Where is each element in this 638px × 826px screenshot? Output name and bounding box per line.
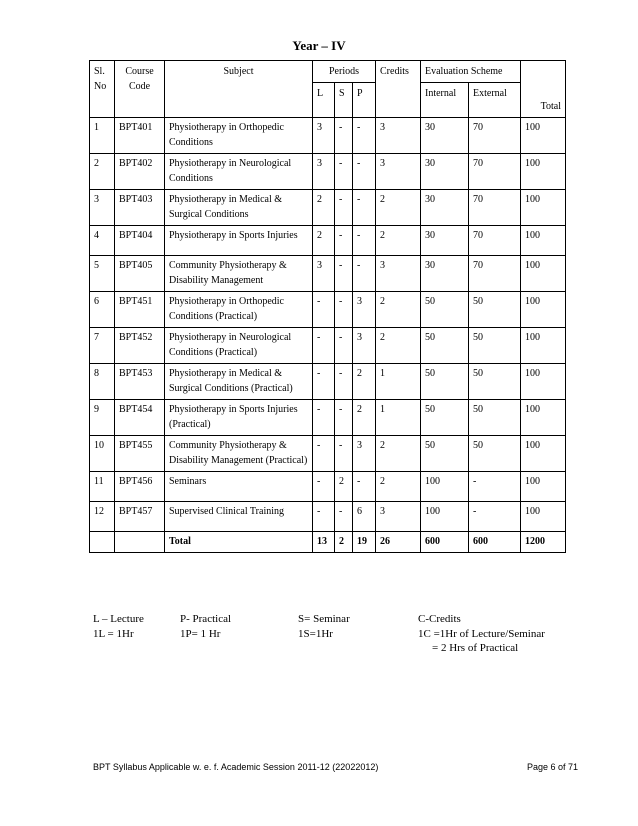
cell-l: - — [313, 436, 335, 472]
cell-sl: 1 — [90, 118, 115, 154]
cell-code: BPT453 — [115, 364, 165, 400]
cell-s: - — [335, 364, 353, 400]
footer-left: BPT Syllabus Applicable w. e. f. Academic Session 2011-12 (22022012) — [93, 762, 379, 772]
table-row — [90, 472, 566, 502]
cell-subject: Physiotherapy in Orthopedic Conditions — [165, 118, 313, 154]
cell-subject: Community Physiotherapy & Disability Management (Practical) — [165, 436, 313, 472]
legend-practical: P- Practical — [180, 613, 232, 625]
cell-subject: Supervised Clinical Training — [165, 502, 313, 532]
cell-subject: Physiotherapy in Medical & Surgical Conditions — [165, 190, 313, 226]
cell-subject: Physiotherapy in Medical & Surgical Conditions (Practical) — [165, 364, 313, 400]
header-periods: Periods — [313, 61, 376, 83]
cell-internal: 50 — [421, 400, 469, 436]
cell-internal: 50 — [421, 436, 469, 472]
cell-internal: 50 — [421, 364, 469, 400]
cell-total: 100 — [521, 226, 566, 256]
header-external: External — [469, 83, 521, 118]
cell-internal: 30 — [421, 154, 469, 190]
total-external: 600 — [469, 532, 521, 553]
cell-l: - — [313, 292, 335, 328]
cell-p: - — [353, 256, 376, 292]
total-sl — [90, 532, 115, 553]
cell-subject: Physiotherapy in Sports Injuries (Practical) — [165, 400, 313, 436]
cell-p: - — [353, 154, 376, 190]
cell-s: - — [335, 328, 353, 364]
cell-sl: 11 — [90, 472, 115, 502]
page-title: Year – IV — [292, 38, 346, 53]
cell-external: - — [469, 472, 521, 502]
cell-internal: 30 — [421, 118, 469, 154]
cell-p: 6 — [353, 502, 376, 532]
cell-p: 2 — [353, 364, 376, 400]
cell-total: 100 — [521, 502, 566, 532]
total-l: 13 — [313, 532, 335, 553]
header-l: L — [313, 83, 335, 118]
cell-external: 70 — [469, 226, 521, 256]
cell-sl: 12 — [90, 502, 115, 532]
cell-credits: 1 — [376, 400, 421, 436]
header-total: Total — [521, 61, 566, 118]
cell-l: - — [313, 472, 335, 502]
cell-code: BPT457 — [115, 502, 165, 532]
cell-l: 3 — [313, 118, 335, 154]
cell-code: BPT403 — [115, 190, 165, 226]
cell-p: 3 — [353, 328, 376, 364]
cell-p: - — [353, 472, 376, 502]
cell-s: - — [335, 436, 353, 472]
cell-code: BPT454 — [115, 400, 165, 436]
cell-p: - — [353, 118, 376, 154]
cell-sl: 3 — [90, 190, 115, 226]
cell-subject: Physiotherapy in Neurological Conditions (Practical) — [165, 328, 313, 364]
cell-l: - — [313, 328, 335, 364]
legend-seminar-hr: 1S=1Hr — [298, 628, 333, 640]
cell-p: - — [353, 190, 376, 226]
cell-s: - — [335, 226, 353, 256]
table-row — [90, 502, 566, 532]
cell-l: 2 — [313, 190, 335, 226]
legend-lecture: L – Lecture — [93, 613, 144, 625]
cell-internal: 50 — [421, 292, 469, 328]
cell-s: - — [335, 400, 353, 436]
cell-external: 70 — [469, 154, 521, 190]
cell-sl: 7 — [90, 328, 115, 364]
cell-total: 100 — [521, 436, 566, 472]
cell-external: 50 — [469, 364, 521, 400]
legend-credits-def2: = 2 Hrs of Practical — [432, 642, 519, 654]
cell-p: 3 — [353, 436, 376, 472]
cell-total: 100 — [521, 472, 566, 502]
cell-credits: 2 — [376, 292, 421, 328]
cell-internal: 100 — [421, 502, 469, 532]
header-row — [90, 61, 566, 83]
header-p: P — [353, 83, 376, 118]
cell-sl: 2 — [90, 154, 115, 190]
cell-s: - — [335, 292, 353, 328]
cell-code: BPT404 — [115, 226, 165, 256]
cell-external: 50 — [469, 292, 521, 328]
cell-p: - — [353, 226, 376, 256]
cell-credits: 2 — [376, 190, 421, 226]
cell-sl: 8 — [90, 364, 115, 400]
table-row — [90, 154, 566, 190]
cell-credits: 2 — [376, 328, 421, 364]
cell-subject: Community Physiotherapy & Disability Management — [165, 256, 313, 292]
cell-l: 3 — [313, 256, 335, 292]
cell-credits: 2 — [376, 226, 421, 256]
cell-total: 100 — [521, 328, 566, 364]
total-label: Total — [165, 532, 313, 553]
cell-s: - — [335, 118, 353, 154]
cell-l: - — [313, 502, 335, 532]
cell-l: 3 — [313, 154, 335, 190]
total-code — [115, 532, 165, 553]
total-internal: 600 — [421, 532, 469, 553]
header-evaluation: Evaluation Scheme — [421, 61, 521, 83]
cell-external: 50 — [469, 400, 521, 436]
legend-credits: C-Credits — [418, 613, 461, 625]
footer-page-number: Page 6 of 71 — [526, 762, 578, 772]
course-table — [89, 60, 566, 553]
legend-practical-hr: 1P= 1 Hr — [180, 628, 221, 640]
cell-s: - — [335, 190, 353, 226]
cell-total: 100 — [521, 190, 566, 226]
cell-external: 70 — [469, 190, 521, 226]
cell-internal: 30 — [421, 190, 469, 226]
cell-code: BPT455 — [115, 436, 165, 472]
header-internal: Internal — [421, 83, 469, 118]
cell-internal: 100 — [421, 472, 469, 502]
cell-sl: 5 — [90, 256, 115, 292]
cell-subject: Seminars — [165, 472, 313, 502]
cell-credits: 2 — [376, 436, 421, 472]
legend-lecture-hr: 1L = 1Hr — [93, 628, 134, 640]
cell-external: 70 — [469, 256, 521, 292]
header-course-code: Course Code — [115, 61, 165, 118]
cell-credits: 3 — [376, 502, 421, 532]
table-row — [90, 436, 566, 472]
cell-code: BPT452 — [115, 328, 165, 364]
cell-sl: 6 — [90, 292, 115, 328]
header-sl: Sl. No — [90, 61, 115, 118]
cell-subject: Physiotherapy in Neurological Conditions — [165, 154, 313, 190]
header-s: S — [335, 83, 353, 118]
table-row — [90, 292, 566, 328]
cell-code: BPT402 — [115, 154, 165, 190]
cell-subject: Physiotherapy in Sports Injuries — [165, 226, 313, 256]
cell-s: 2 — [335, 472, 353, 502]
cell-total: 100 — [521, 118, 566, 154]
cell-credits: 3 — [376, 154, 421, 190]
cell-code: BPT456 — [115, 472, 165, 502]
cell-total: 100 — [521, 364, 566, 400]
table-row — [90, 256, 566, 292]
cell-internal: 50 — [421, 328, 469, 364]
page-footer — [93, 762, 578, 772]
cell-credits: 2 — [376, 472, 421, 502]
cell-credits: 3 — [376, 118, 421, 154]
table-row — [90, 190, 566, 226]
total-row — [90, 532, 566, 553]
cell-total: 100 — [521, 292, 566, 328]
table-row — [90, 226, 566, 256]
cell-external: 70 — [469, 118, 521, 154]
legend-seminar: S= Seminar — [298, 613, 350, 625]
cell-p: 3 — [353, 292, 376, 328]
cell-s: - — [335, 502, 353, 532]
table-row — [90, 400, 566, 436]
cell-total: 100 — [521, 256, 566, 292]
cell-code: BPT451 — [115, 292, 165, 328]
cell-l: - — [313, 364, 335, 400]
cell-p: 2 — [353, 400, 376, 436]
cell-sl: 4 — [90, 226, 115, 256]
total-s: 2 — [335, 532, 353, 553]
cell-internal: 30 — [421, 226, 469, 256]
cell-internal: 30 — [421, 256, 469, 292]
cell-total: 100 — [521, 400, 566, 436]
cell-external: 50 — [469, 328, 521, 364]
cell-credits: 3 — [376, 256, 421, 292]
cell-subject: Physiotherapy in Orthopedic Conditions (Practical) — [165, 292, 313, 328]
table-row — [90, 364, 566, 400]
cell-external: 50 — [469, 436, 521, 472]
cell-credits: 1 — [376, 364, 421, 400]
total-total: 1200 — [521, 532, 566, 553]
table-row — [90, 118, 566, 154]
cell-l: - — [313, 400, 335, 436]
cell-l: 2 — [313, 226, 335, 256]
total-p: 19 — [353, 532, 376, 553]
header-credits: Credits — [376, 61, 421, 118]
header-subject: Subject — [165, 61, 313, 118]
cell-code: BPT401 — [115, 118, 165, 154]
cell-sl: 9 — [90, 400, 115, 436]
total-credits: 26 — [376, 532, 421, 553]
cell-code: BPT405 — [115, 256, 165, 292]
cell-s: - — [335, 154, 353, 190]
cell-sl: 10 — [90, 436, 115, 472]
legend-credits-def1: 1C =1Hr of Lecture/Seminar — [418, 628, 545, 640]
cell-total: 100 — [521, 154, 566, 190]
cell-external: - — [469, 502, 521, 532]
cell-s: - — [335, 256, 353, 292]
table-row — [90, 328, 566, 364]
